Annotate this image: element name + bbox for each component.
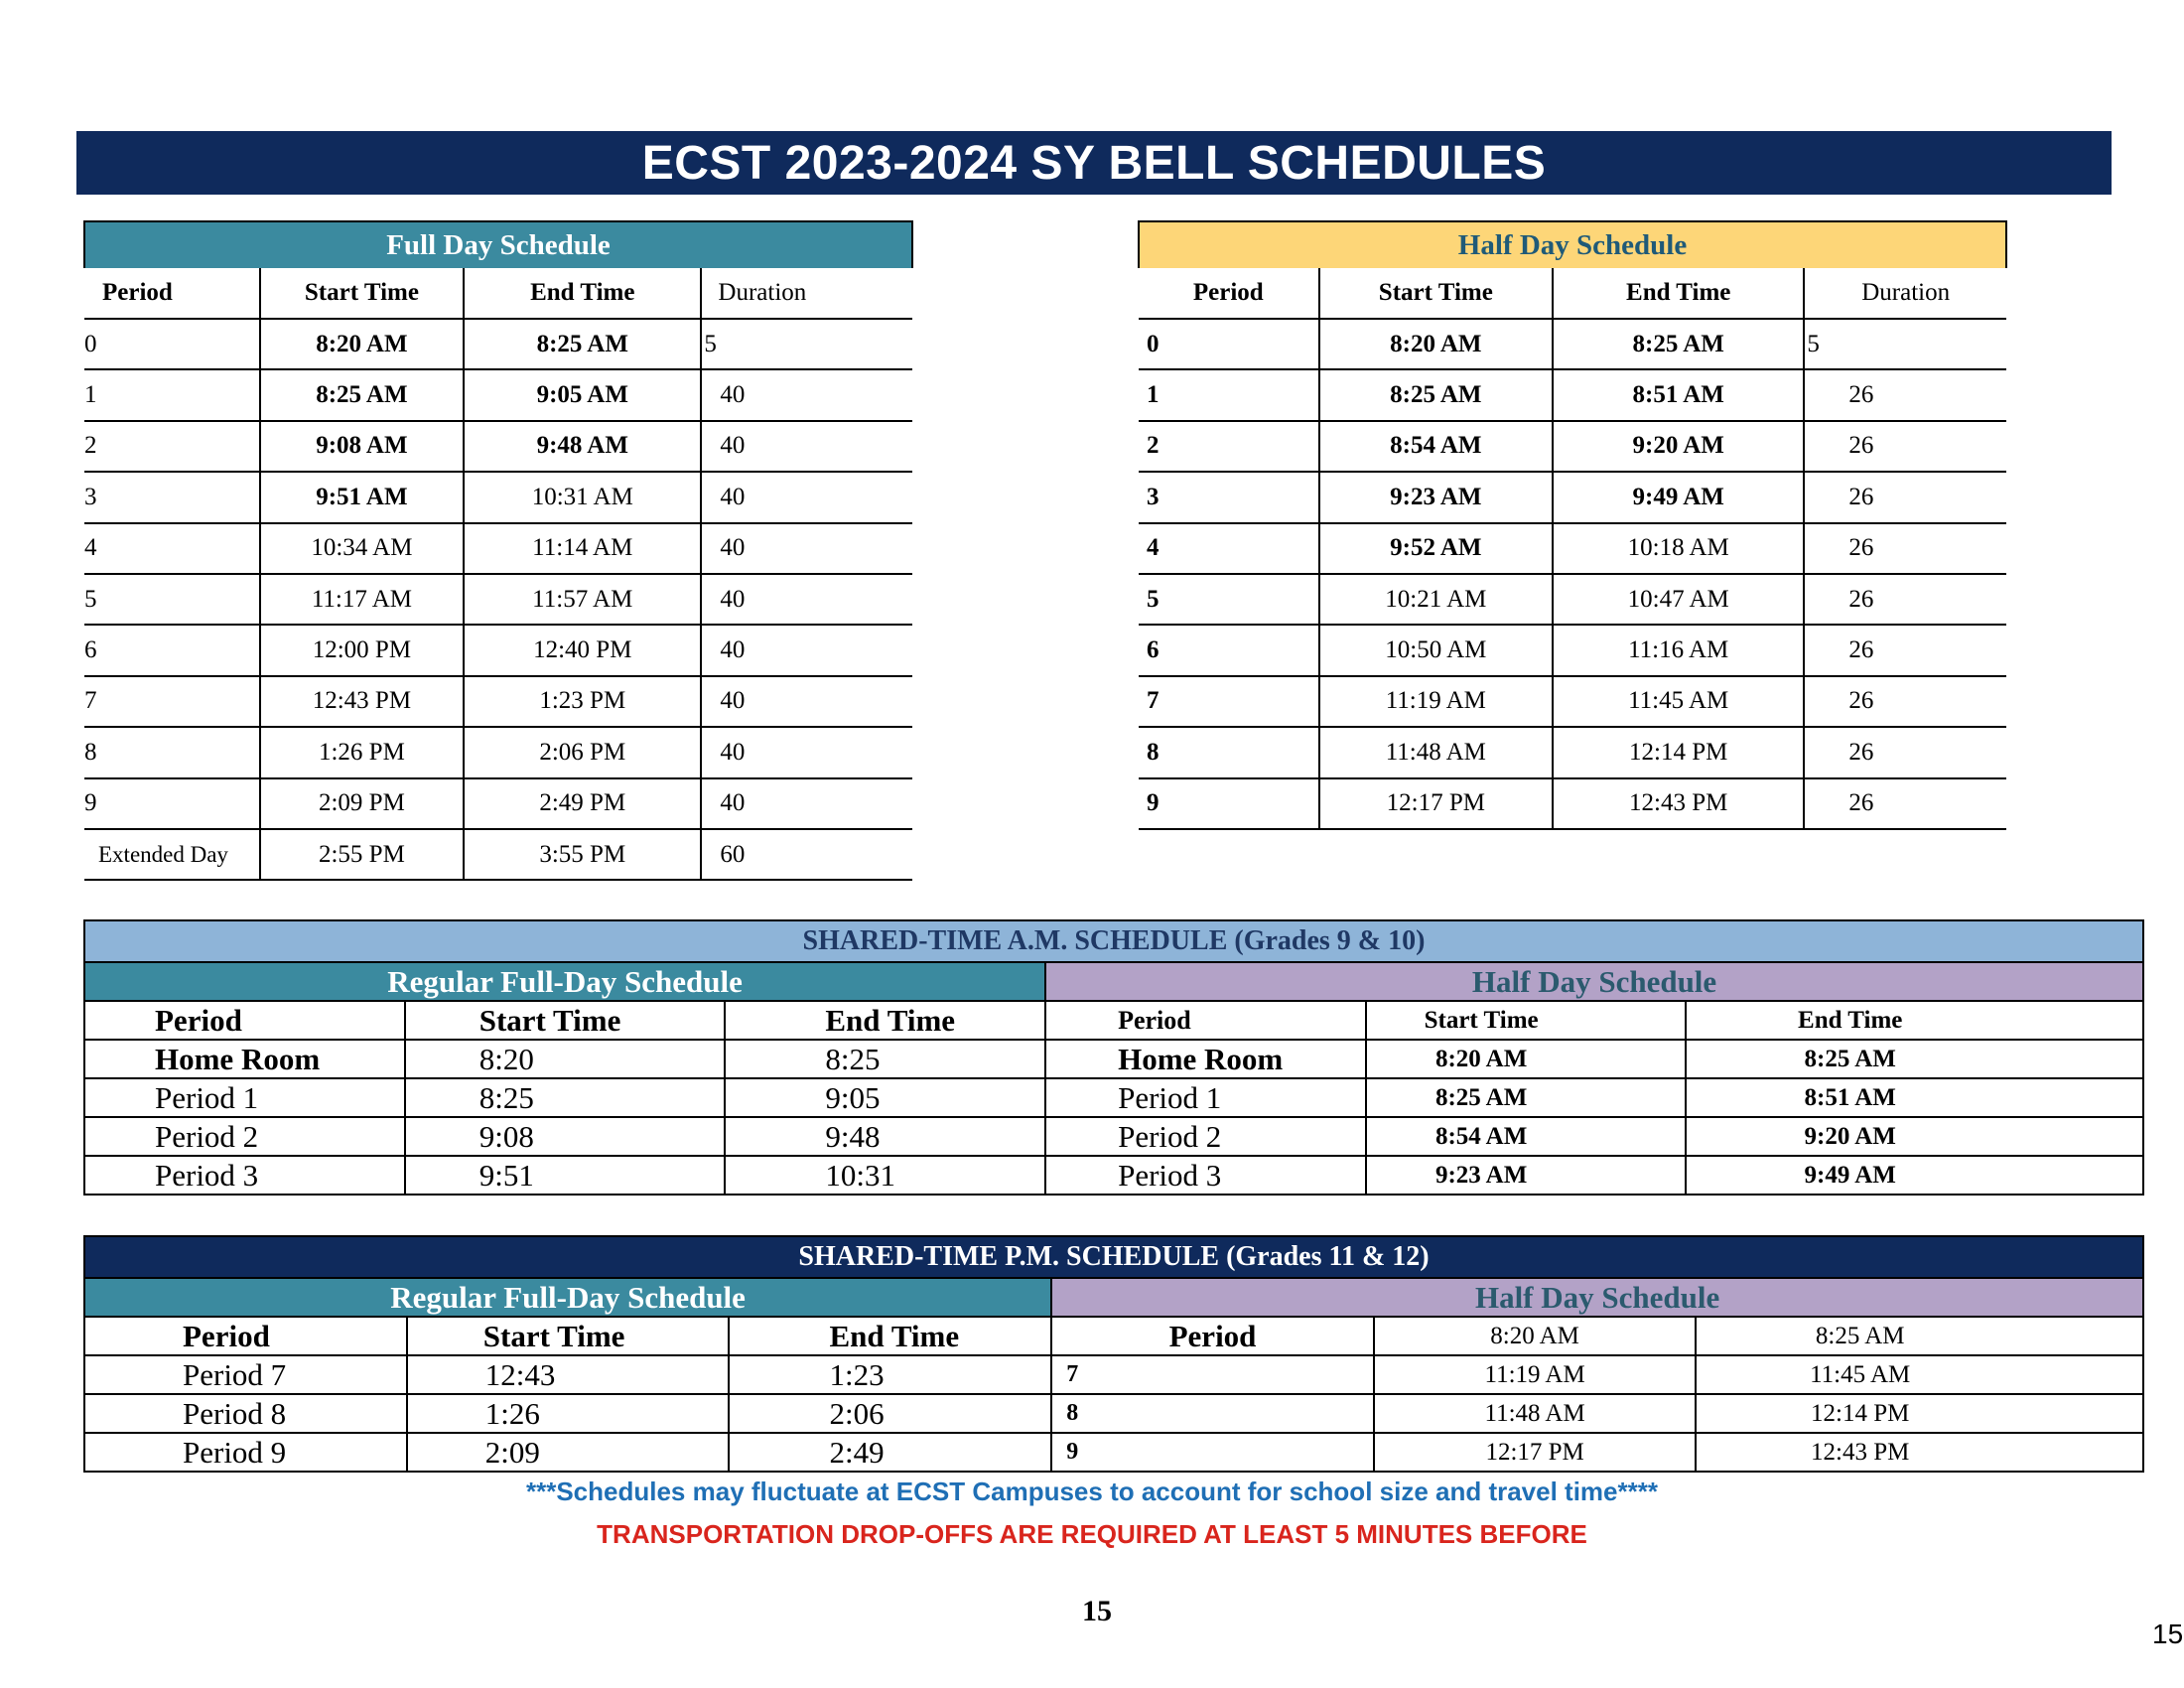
- end-time-cell: 12:40 PM: [464, 625, 701, 675]
- half-period-cell: 8: [1051, 1394, 1374, 1433]
- end-time-cell: 3:55 PM: [464, 829, 701, 880]
- table-row: [1139, 319, 2006, 369]
- full-day-table: [83, 220, 913, 881]
- period-cell: 9: [84, 778, 260, 829]
- half-period-cell: 9: [1051, 1433, 1374, 1472]
- table-row: [84, 1156, 2143, 1195]
- period-cell: Period 3: [84, 1156, 405, 1195]
- table-row: [84, 727, 912, 777]
- period-cell: 9: [1139, 778, 1319, 829]
- duration-cell: 26: [1804, 523, 2006, 574]
- period-cell: 1: [84, 369, 260, 420]
- end-time-cell: 9:49 AM: [1553, 472, 1804, 522]
- duration-cell: 26: [1804, 625, 2006, 675]
- duration-cell: 5: [701, 319, 912, 369]
- start-time-cell: 8:20: [405, 1040, 726, 1078]
- start-time-cell: 2:09 PM: [260, 778, 464, 829]
- half-start-cell: 8:54 AM: [1366, 1117, 1687, 1156]
- half-period-cell: Period 1: [1045, 1078, 1366, 1117]
- column-header: 8:20 AM: [1374, 1317, 1697, 1355]
- half-start-cell: 12:17 PM: [1374, 1433, 1697, 1472]
- period-cell: 8: [84, 727, 260, 777]
- table-row: [84, 1394, 2143, 1433]
- start-time-cell: 9:51: [405, 1156, 726, 1195]
- period-cell: 7: [1139, 676, 1319, 727]
- end-time-cell: 8:51 AM: [1553, 369, 1804, 420]
- duration-cell: 40: [701, 778, 912, 829]
- duration-cell: 40: [701, 369, 912, 420]
- period-cell: 7: [84, 676, 260, 727]
- half-start-cell: 8:25 AM: [1366, 1078, 1687, 1117]
- column-header: Duration: [1804, 268, 2006, 319]
- end-time-cell: 8:25 AM: [464, 319, 701, 369]
- column-header: Period: [84, 268, 260, 319]
- half-end-cell: 9:49 AM: [1686, 1156, 2143, 1195]
- duration-cell: 40: [701, 421, 912, 472]
- period-cell: 3: [1139, 472, 1319, 522]
- start-time-cell: 8:25 AM: [1319, 369, 1553, 420]
- column-header: Start Time: [1319, 268, 1553, 319]
- half-period-cell: Period 3: [1045, 1156, 1366, 1195]
- end-time-cell: 9:05: [725, 1078, 1045, 1117]
- half-start-cell: 11:48 AM: [1374, 1394, 1697, 1433]
- half-end-cell: 12:14 PM: [1696, 1394, 2143, 1433]
- period-cell: 2: [1139, 421, 1319, 472]
- period-cell: Extended Day: [84, 829, 260, 880]
- start-time-cell: 11:48 AM: [1319, 727, 1553, 777]
- schedule-fluctuation-note: ***Schedules may fluctuate at ECST Campuses to account for school size and travel time****: [525, 1477, 1658, 1506]
- period-cell: 8: [1139, 727, 1319, 777]
- column-header: Start Time: [407, 1317, 730, 1355]
- column-header: End Time: [1686, 1001, 2143, 1040]
- table-caption: Full Day Schedule: [84, 221, 912, 268]
- duration-cell: 40: [701, 472, 912, 522]
- column-header: Duration: [701, 268, 912, 319]
- column-header: Period: [84, 1317, 407, 1355]
- transportation-note: TRANSPORTATION DROP-OFFS ARE REQUIRED AT LEAST 5 MINUTES BEFORE: [597, 1519, 1587, 1549]
- end-time-cell: 11:14 AM: [464, 523, 701, 574]
- half-end-cell: 8:51 AM: [1686, 1078, 2143, 1117]
- period-cell: 5: [1139, 574, 1319, 625]
- page-title: ECST 2023-2024 SY BELL SCHEDULES: [76, 131, 2112, 195]
- half-period-cell: 7: [1051, 1355, 1374, 1394]
- end-time-cell: 9:48: [725, 1117, 1045, 1156]
- column-header: End Time: [1553, 268, 1804, 319]
- start-time-cell: 9:23 AM: [1319, 472, 1553, 522]
- page-number-corner: 15: [2152, 1618, 2184, 1649]
- start-time-cell: 9:08: [405, 1117, 726, 1156]
- start-time-cell: 12:43: [407, 1355, 730, 1394]
- section-title: SHARED-TIME P.M. SCHEDULE (Grades 11 & 12): [84, 1236, 2143, 1278]
- table-row: [84, 574, 912, 625]
- period-cell: 6: [84, 625, 260, 675]
- duration-cell: 26: [1804, 778, 2006, 829]
- period-cell: 1: [1139, 369, 1319, 420]
- column-header: Start Time: [1366, 1001, 1687, 1040]
- table-row: [1139, 727, 2006, 777]
- table-row: [1139, 369, 2006, 420]
- start-time-cell: 1:26 PM: [260, 727, 464, 777]
- start-time-cell: 8:25: [405, 1078, 726, 1117]
- column-header: Period: [84, 1001, 405, 1040]
- period-cell: 0: [84, 319, 260, 369]
- table-row: [84, 625, 912, 675]
- end-time-cell: 9:48 AM: [464, 421, 701, 472]
- table-row: [1139, 574, 2006, 625]
- period-cell: Period 9: [84, 1433, 407, 1472]
- end-time-cell: 2:49: [729, 1433, 1051, 1472]
- end-time-cell: 10:47 AM: [1553, 574, 1804, 625]
- period-cell: Period 8: [84, 1394, 407, 1433]
- start-time-cell: 9:08 AM: [260, 421, 464, 472]
- subsection-caption: Half Day Schedule: [1051, 1278, 2143, 1317]
- end-time-cell: 9:05 AM: [464, 369, 701, 420]
- duration-cell: 40: [701, 727, 912, 777]
- start-time-cell: 12:43 PM: [260, 676, 464, 727]
- end-time-cell: 12:43 PM: [1553, 778, 1804, 829]
- period-cell: 4: [84, 523, 260, 574]
- start-time-cell: 8:20 AM: [1319, 319, 1553, 369]
- table-row: [84, 676, 912, 727]
- period-cell: 3: [84, 472, 260, 522]
- table-header-row: [84, 1317, 2143, 1355]
- end-time-cell: 1:23: [729, 1355, 1051, 1394]
- end-time-cell: 8:25: [725, 1040, 1045, 1078]
- start-time-cell: 10:21 AM: [1319, 574, 1553, 625]
- shared-pm-table: [83, 1235, 2144, 1473]
- duration-cell: 26: [1804, 421, 2006, 472]
- table-row: [84, 1433, 2143, 1472]
- duration-cell: 5: [1804, 319, 2006, 369]
- column-header: Start Time: [260, 268, 464, 319]
- duration-cell: 40: [701, 625, 912, 675]
- start-time-cell: 9:51 AM: [260, 472, 464, 522]
- duration-cell: 40: [701, 574, 912, 625]
- start-time-cell: 2:09: [407, 1433, 730, 1472]
- end-time-cell: 11:57 AM: [464, 574, 701, 625]
- column-header: End Time: [725, 1001, 1045, 1040]
- half-period-cell: Period 2: [1045, 1117, 1366, 1156]
- start-time-cell: 2:55 PM: [260, 829, 464, 880]
- start-time-cell: 9:52 AM: [1319, 523, 1553, 574]
- end-time-cell: 2:49 PM: [464, 778, 701, 829]
- table-row: [1139, 472, 2006, 522]
- table-row: [1139, 625, 2006, 675]
- end-time-cell: 1:23 PM: [464, 676, 701, 727]
- column-header: Period: [1051, 1317, 1374, 1355]
- period-cell: Period 2: [84, 1117, 405, 1156]
- end-time-cell: 10:31 AM: [464, 472, 701, 522]
- end-time-cell: 11:16 AM: [1553, 625, 1804, 675]
- duration-cell: 26: [1804, 574, 2006, 625]
- column-header: Period: [1045, 1001, 1366, 1040]
- table-row: [1139, 523, 2006, 574]
- end-time-cell: 2:06: [729, 1394, 1051, 1433]
- subsection-caption: Regular Full-Day Schedule: [84, 1278, 1051, 1317]
- table-row: [84, 1117, 2143, 1156]
- table-row: [1139, 676, 2006, 727]
- start-time-cell: 12:17 PM: [1319, 778, 1553, 829]
- end-time-cell: 9:20 AM: [1553, 421, 1804, 472]
- start-time-cell: 11:17 AM: [260, 574, 464, 625]
- start-time-cell: 11:19 AM: [1319, 676, 1553, 727]
- table-row: [1139, 778, 2006, 829]
- table-row: [84, 472, 912, 522]
- duration-cell: 26: [1804, 727, 2006, 777]
- page-number: 15: [1082, 1595, 1112, 1627]
- end-time-cell: 11:45 AM: [1553, 676, 1804, 727]
- start-time-cell: 1:26: [407, 1394, 730, 1433]
- table-row: [84, 1040, 2143, 1078]
- column-header: 8:25 AM: [1696, 1317, 2143, 1355]
- half-start-cell: 9:23 AM: [1366, 1156, 1687, 1195]
- start-time-cell: 12:00 PM: [260, 625, 464, 675]
- period-cell: 2: [84, 421, 260, 472]
- duration-cell: 60: [701, 829, 912, 880]
- end-time-cell: 10:18 AM: [1553, 523, 1804, 574]
- table-row: [84, 829, 912, 880]
- start-time-cell: 8:20 AM: [260, 319, 464, 369]
- period-cell: 4: [1139, 523, 1319, 574]
- half-end-cell: 8:25 AM: [1686, 1040, 2143, 1078]
- half-day-table: [1138, 220, 2007, 830]
- table-header-row: [84, 268, 912, 319]
- half-start-cell: 11:19 AM: [1374, 1355, 1697, 1394]
- column-header: Start Time: [405, 1001, 726, 1040]
- period-cell: 0: [1139, 319, 1319, 369]
- column-header: Period: [1139, 268, 1319, 319]
- end-time-cell: 8:25 AM: [1553, 319, 1804, 369]
- half-end-cell: 11:45 AM: [1696, 1355, 2143, 1394]
- end-time-cell: 12:14 PM: [1553, 727, 1804, 777]
- table-row: [84, 369, 912, 420]
- period-cell: 6: [1139, 625, 1319, 675]
- end-time-cell: 10:31: [725, 1156, 1045, 1195]
- shared-am-table: [83, 919, 2144, 1196]
- table-row: [1139, 421, 2006, 472]
- start-time-cell: 10:34 AM: [260, 523, 464, 574]
- duration-cell: 26: [1804, 472, 2006, 522]
- table-row: [84, 1355, 2143, 1394]
- period-cell: Period 1: [84, 1078, 405, 1117]
- table-caption: Half Day Schedule: [1139, 221, 2006, 268]
- period-cell: Period 7: [84, 1355, 407, 1394]
- subsection-caption: Half Day Schedule: [1045, 962, 2143, 1001]
- duration-cell: 40: [701, 523, 912, 574]
- table-row: [84, 421, 912, 472]
- duration-cell: 26: [1804, 676, 2006, 727]
- half-period-cell: Home Room: [1045, 1040, 1366, 1078]
- column-header: End Time: [729, 1317, 1051, 1355]
- half-end-cell: 9:20 AM: [1686, 1117, 2143, 1156]
- period-cell: 5: [84, 574, 260, 625]
- table-header-row: [1139, 268, 2006, 319]
- column-header: End Time: [464, 268, 701, 319]
- subsection-caption: Regular Full-Day Schedule: [84, 962, 1045, 1001]
- duration-cell: 26: [1804, 369, 2006, 420]
- end-time-cell: 2:06 PM: [464, 727, 701, 777]
- table-row: [84, 319, 912, 369]
- half-start-cell: 8:20 AM: [1366, 1040, 1687, 1078]
- duration-cell: 40: [701, 676, 912, 727]
- section-title: SHARED-TIME A.M. SCHEDULE (Grades 9 & 10): [84, 920, 2143, 962]
- table-row: [84, 778, 912, 829]
- period-cell: Home Room: [84, 1040, 405, 1078]
- table-row: [84, 1078, 2143, 1117]
- table-header-row: [84, 1001, 2143, 1040]
- start-time-cell: 8:25 AM: [260, 369, 464, 420]
- start-time-cell: 10:50 AM: [1319, 625, 1553, 675]
- table-row: [84, 523, 912, 574]
- start-time-cell: 8:54 AM: [1319, 421, 1553, 472]
- half-end-cell: 12:43 PM: [1696, 1433, 2143, 1472]
